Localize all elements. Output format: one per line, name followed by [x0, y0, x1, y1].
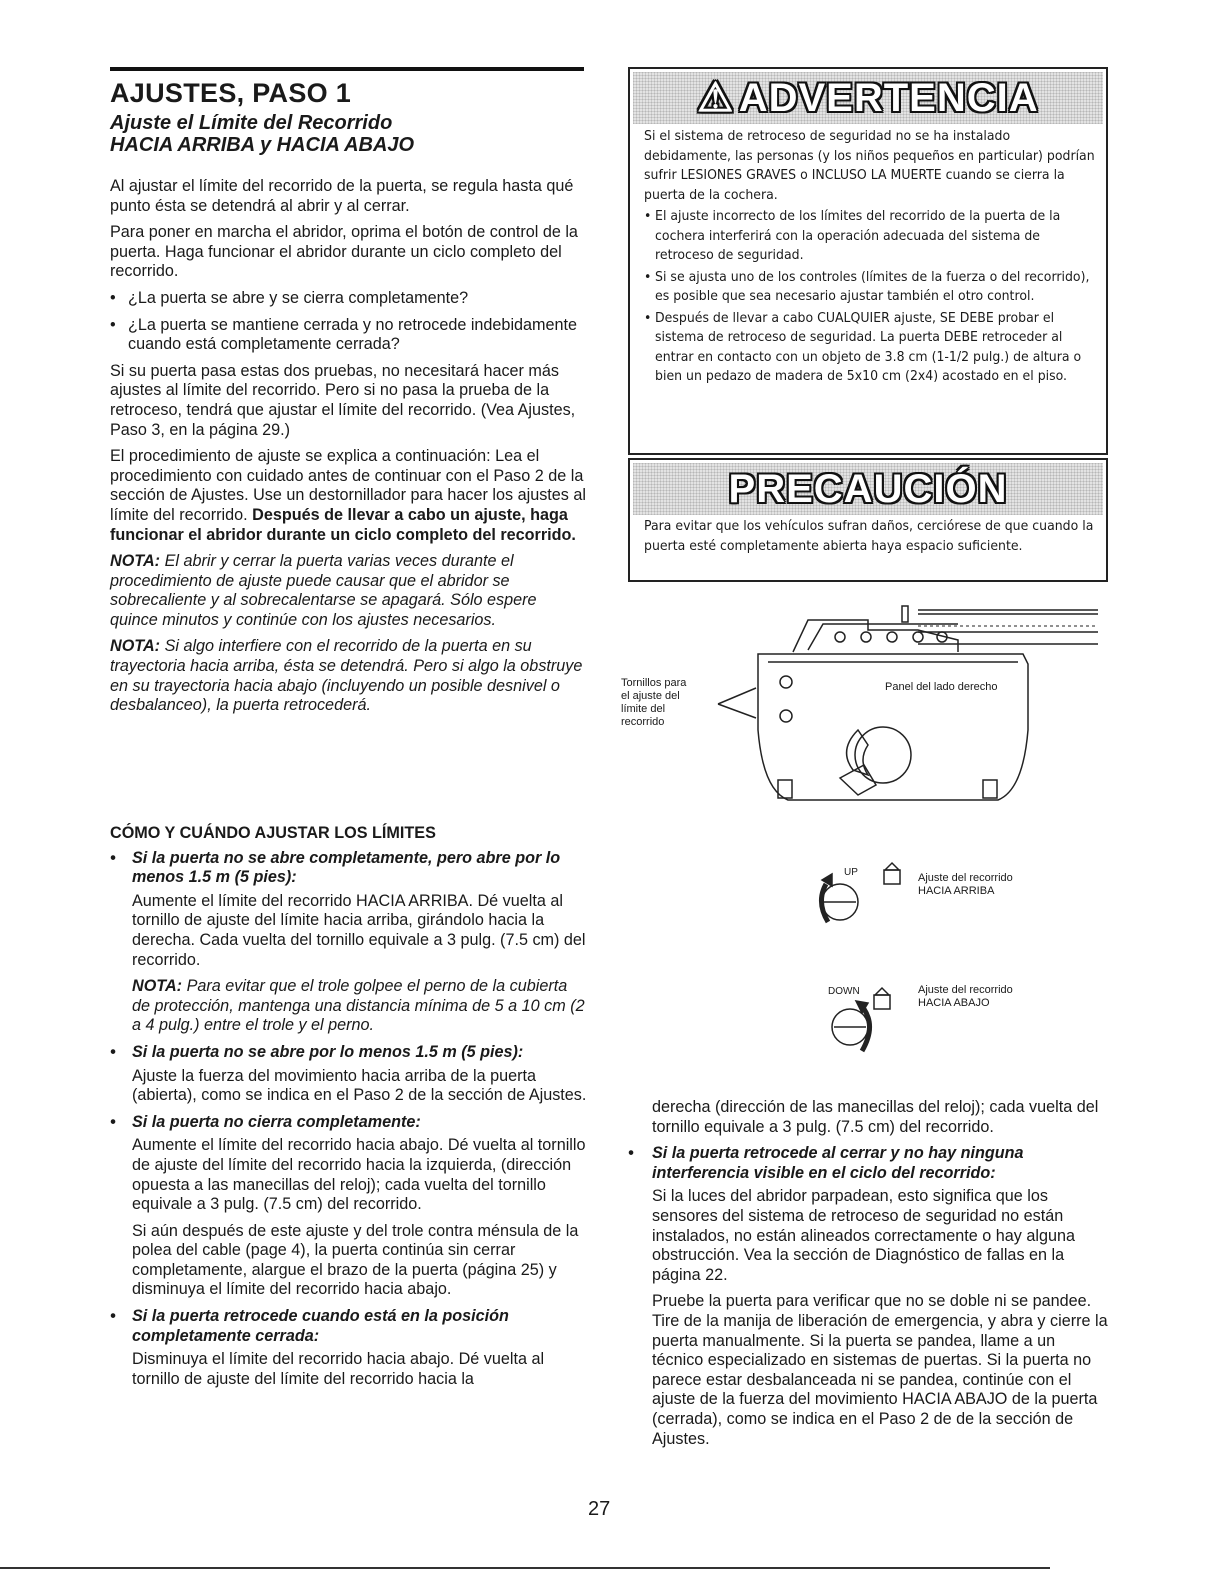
warning-icon: ⚠ [697, 76, 735, 120]
down-adjust-label [918, 984, 1013, 1010]
right-column-lower [628, 1098, 1108, 1456]
case-2-text: Ajuste la fuerza del movimiento hacia arriba de la puerta (abierta), como se indica en el Paso 2 de la sección de Ajustes. [132, 1066, 587, 1105]
procedure-paragraph [110, 447, 588, 545]
case-4-title: • Si la puerta retrocede cuando está en la posición completamente cerrada: [110, 1307, 588, 1346]
procedure-text: El procedimiento de ajuste se explica a continuación: Lea el procedimiento con cuidado antes de continuar con el Paso 2 de la sección de Ajustes. Use un destornillador para hacer los ajustes al límite del recorrido. [110, 447, 586, 524]
continued-paragraph: derecha (dirección de las manecillas del reloj); cada vuelta del tornillo equivale a 3 pulg. (7.5 cm) del recorrido. [652, 1098, 1099, 1136]
down-adjust-label-line-2: HACIA ABAJO [918, 997, 990, 1009]
caution-banner [633, 463, 1103, 515]
caution-text [644, 517, 1095, 558]
warning-bullet-1: • El ajuste incorrecto de los límites del recorrido de la puerta de la cochera interferirá con la operación adecuada del sistema de retroceso de seguridad. [644, 207, 1095, 266]
warning-bullet-3: • Después de llevar a cabo CUALQUIER ajuste, SE DEBE probar el sistema de retroceso de seguridad. La puerta DEBE retroceder al entrar en contacto con un objeto de 3.8 cm (1-1/2 pulg.) de altura o bien un pedazo de madera de 5x10 cm (2x4) acostado en el piso. [644, 309, 1095, 387]
up-adjustment-icon [810, 860, 910, 940]
up-text: UP [844, 867, 858, 878]
test-question-2: • ¿La puerta se mantiene cerrada y no retrocede indebidamente cuando está completamente cerrada? [110, 316, 588, 355]
warning-text [644, 127, 1095, 389]
screws-label-line-3: límite del [621, 703, 666, 715]
intro-paragraph: Al ajustar el límite del recorrido de la puerta, se regula hasta qué punto ésta se detendrá al abrir y al cerrar. [110, 177, 574, 215]
warning-paragraph: Si el sistema de retroceso de seguridad no se ha instalado debidamente, las personas (y los niños pequeños en particular) podrían sufrir LESIONES GRAVES o INCLUSO LA MUERTE cuando se cierra la puerta de la cochera. [644, 128, 1095, 203]
caution-paragraph: Para evitar que los vehículos sufran daños, cerciórese de que cuando la puerta esté completamente abierta haya espacio suficiente. [644, 518, 1094, 554]
screws-label-line-2: el ajuste del [621, 690, 680, 702]
case-3-text-1: Aumente el límite del recorrido hacia abajo. Dé vuelta al tornillo de ajuste del límite del recorrido hacia la izquierda, (dirección opuesta a las manecillas del reloj); cada vuelta del tornillo equivale a 3 pulg. (7.5 cm) del recorrido. [132, 1136, 586, 1214]
case-5-text-1: Si la luces del abridor parpadean, esto significa que los sensores del sistema de retroceso de seguridad no están instalados, no están alineados correctamente o hay alguna obstrucción. Vea la sección de Diagnóstico de fallas en la página 22. [652, 1187, 1075, 1284]
subtitle-line-2: HACIA ARRIBA y HACIA ABAJO [110, 134, 415, 156]
note-2 [110, 637, 588, 715]
down-adjust-label-line-1: Ajuste del recorrido [918, 984, 1013, 996]
note-2-text: Si algo interfiere con el recorrido de la puerta en su trayectoria hacia arriba, ésta se detendrá. Pero si algo la obstruye en su trayectoria hacia abajo (incluyendo un posible desnivel o desbalanceo), la puerta retrocederá. [110, 637, 583, 715]
screws-label-line-4: recorrido [621, 716, 665, 728]
up-adjust-label-line-2: HACIA ARRIBA [918, 885, 995, 897]
left-column-lower [110, 824, 588, 1396]
note-1-text: El abrir y cerrar la puerta varias veces durante el procedimiento de ajuste puede causar que el abridor se sobrecaliente y al sobrecalentarse se apagará. Sólo espere quince minutos y continúe con los ajustes necesarios. [110, 552, 537, 629]
note-2-label: NOTA: [110, 637, 161, 656]
procedure-bold-text: Después de llevar a cabo un ajuste, haga funcionar el abridor durante un ciclo completo del recorrido. [110, 505, 576, 544]
down-text: DOWN [828, 986, 860, 997]
case-5-title: • Si la puerta retrocede al cerrar y no hay ninguna interferencia visible en el ciclo del recorrido: [628, 1144, 1108, 1183]
case-1-note-text: Para evitar que el trole golpee el perno de la cubierta de protección, mantenga una distancia mínima de 5 a 10 cm (2 a 4 pulg.) entre el trole y el perno. [132, 977, 585, 1035]
test-question-1: • ¿La puerta se abre y se cierra completamente? [110, 289, 588, 309]
case-2-title: • Si la puerta no se abre por lo menos 1.5 m (5 pies): [110, 1043, 588, 1063]
case-3-title: • Si la puerta no cierra completamente: [110, 1113, 588, 1133]
case-1-note-label: NOTA: [132, 977, 183, 996]
screws-label-line-1: Tornillos para [621, 677, 687, 689]
screws-label [621, 677, 686, 729]
case-5-text-2: Pruebe la puerta para verificar que no se doble ni se pandee. Tire de la manija de liberación de emergencia, y abra y cierre la puerta manualmente. Si la puerta se pandea, llame a un técnico especializado en sistemas de puertas. Si la puerta no parece estar desbalanceada ni se pandea, continúe con el ajuste de la fuerza del movimiento HACIA ABAJO de la puerta (cerrada), como se indica en el Paso 2 de de la sección de Ajustes. [652, 1292, 1108, 1448]
page-title: AJUSTES, PASO 1 [110, 78, 352, 108]
case-1-text: Aumente el límite del recorrido HACIA ARRIBA. Dé vuelta al tornillo de ajuste del límite hacia arriba, girándolo hacia la derecha. Cada vuelta del tornillo equivale a 3 pulg. (7.5 cm) del recorrido. [132, 891, 586, 969]
page-number: 27 [588, 1498, 611, 1520]
case-1-title: • Si la puerta no se abre completamente, pero abre por lo menos 1.5 m (5 pies): [110, 849, 588, 888]
panel-label: Panel del lado derecho [885, 681, 998, 693]
case-3-text-2: Si aún después de este ajuste y del trole contra ménsula de la polea del cable (page 4), la puerta continúa sin cerrar completamente, alargue el brazo de la puerta (página 25) y disminuya el límite del recorrido hacia abajo. [132, 1221, 579, 1299]
warning-bullet-2: • Si se ajusta uno de los controles (límites de la fuerza o del recorrido), es posible que sea necesario ajustar también el otro control. [644, 268, 1095, 307]
opener-panel-illustration [618, 600, 1108, 810]
note-1 [110, 552, 588, 630]
warning-banner [633, 72, 1103, 124]
warning-box [628, 67, 1108, 455]
case-4-text: Disminuya el límite del recorrido hacia abajo. Dé vuelta al tornillo de ajuste del límite del recorrido hacia la [132, 1350, 545, 1388]
note-1-label: NOTA: [110, 552, 161, 571]
footer-rule [0, 1567, 1050, 1569]
case-1-note [110, 977, 588, 1036]
up-adjust-label [918, 872, 1013, 898]
limits-heading: CÓMO Y CUÁNDO AJUSTAR LOS LÍMITES [110, 824, 436, 842]
caution-box [628, 458, 1108, 582]
operate-paragraph: Para poner en marcha el abridor, oprima el botón de control de la puerta. Haga funcionar el abridor durante un ciclo completo del recorrido. [110, 223, 578, 281]
caution-banner-text: PRECAUCIÓN [728, 467, 1008, 511]
left-column-upper [110, 177, 588, 723]
subtitle-line-1: Ajuste el Límite del Recorrido [110, 112, 393, 134]
section-subtitle [110, 112, 414, 156]
tests-result-paragraph: Si su puerta pasa estas dos pruebas, no necesitará hacer más ajustes al límite del recorrido. Pero si no pasa la prueba de la retroceso, tendrá que ajustar el límite del recorrido. (Vea Ajustes, Paso 3, en la página 29.) [110, 361, 576, 439]
up-adjust-label-line-1: Ajuste del recorrido [918, 872, 1013, 884]
warning-banner-text: ADVERTENCIA [738, 76, 1039, 120]
title-rule [110, 67, 584, 71]
